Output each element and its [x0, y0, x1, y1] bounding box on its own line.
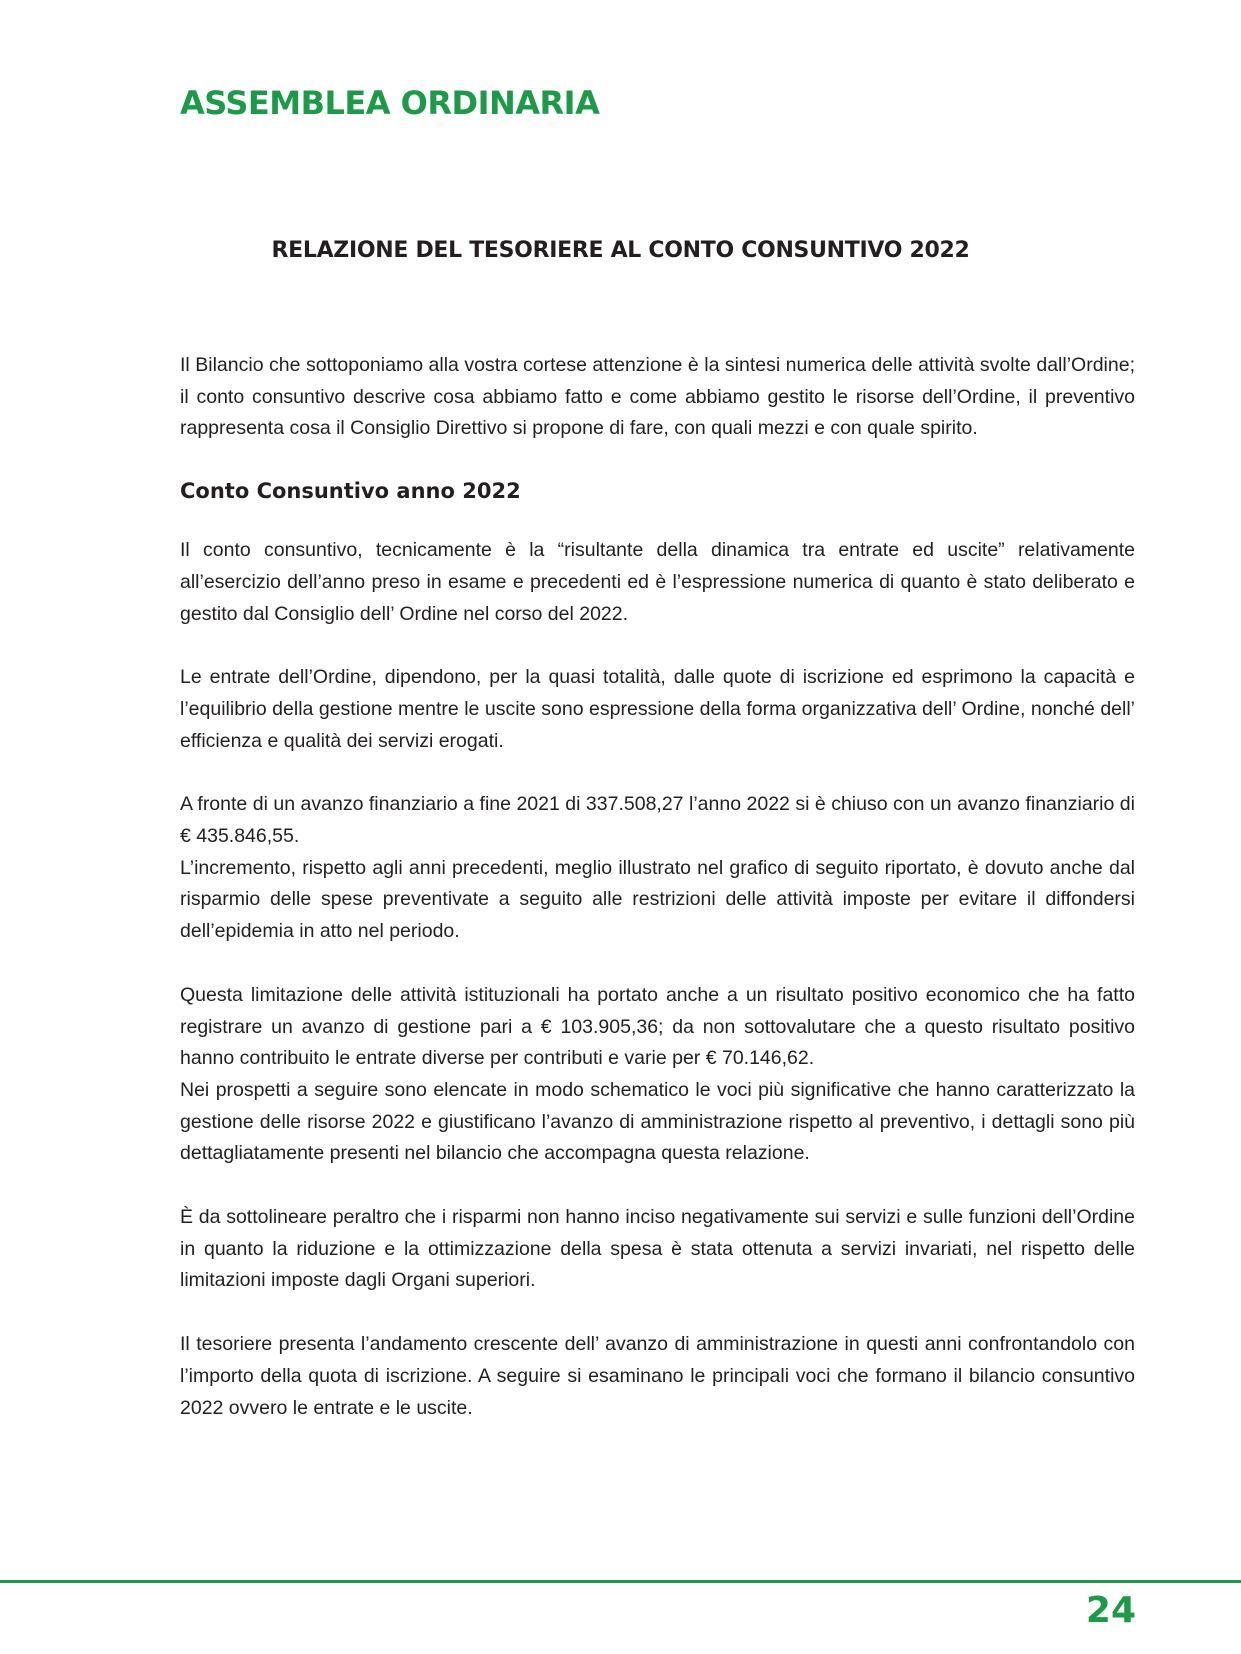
- paragraph-entrate: Le entrate dell’Ordine, dipendono, per la quasi totalità, dalle quote di iscrizione ed esprimono la capacità e l’equilibrio della gestione mentre le uscite sono espressione della forma organizzativa dell’ Ordine, nonché dell’ efficienza e qualità dei servizi erogati.: [180, 666, 1135, 752]
- section-title: ASSEMBLEA ORDINARIA: [180, 84, 600, 122]
- paragraph-risparmi: È da sottolineare peraltro che i risparmi non hanno inciso negativamente sui servizi e sulle funzioni dell’Ordine in quanto la riduzione e la ottimizzazione della spesa è stata ottenuta a servizi invariati, nel rispetto delle limitazioni imposte dagli Organi superiori.: [180, 1206, 1135, 1292]
- paragraph-avanzo: A fronte di un avanzo finanziario a fine 2021 di 337.508,27 l’anno 2022 si è chiuso con un avanzo finanziario di € 435.846,55.: [180, 793, 1135, 848]
- paragraph-tesoriere: Il tesoriere presenta l’andamento crescente dell’ avanzo di amministrazione in questi anni confrontandolo con l’importo della quota di iscrizione. A seguire si esaminano le principali voci che formano il bilancio consuntivo 2022 ovvero le entrate e le uscite.: [180, 1333, 1135, 1419]
- footer-divider: [0, 1580, 1241, 1583]
- report-body: [180, 350, 1135, 1424]
- paragraph-incremento: L’incremento, rispetto agli anni precedenti, meglio illustrato nel grafico di seguito riportato, è dovuto anche dal risparmio delle spese preventivate a seguito alle restrizioni delle attività imposte per evitare il diffondersi dell’epidemia in atto nel periodo.: [180, 856, 1135, 943]
- intro-paragraph: Il Bilancio che sottoponiamo alla vostra cortese attenzione è la sintesi numerica delle attività svolte dall’Ordine; il conto consuntivo descrive cosa abbiamo fatto e come abbiamo gestito le risorse dell’Ordine, il preventivo rappresenta cosa il Consiglio Direttivo si propone di fare, con quali mezzi e con quale spirito.: [180, 354, 1135, 440]
- page-number: 24: [1085, 1590, 1136, 1631]
- document-title: RELAZIONE DEL TESORIERE AL CONTO CONSUNTIVO 2022: [271, 238, 970, 263]
- paragraph-prospetti: Nei prospetti a seguire sono elencate in modo schematico le voci più significative che hanno caratterizzato la gestione delle risorse 2022 e giustificano l’avanzo di amministrazione rispetto al preventivo, i dettagli sono più dettagliatamente presenti nel bilancio che accompagna questa relazione.: [180, 1078, 1135, 1165]
- section-heading: Conto Consuntivo anno 2022: [180, 479, 521, 504]
- paragraph-definition: Il conto consuntivo, tecnicamente è la “risultante della dinamica tra entrate ed uscite” relativamente all’esercizio dell’anno preso in esame e precedenti ed è l’espressione numerica di quanto è stato deliberato e gestito dal Consiglio dell’ Ordine nel corso del 2022.: [180, 539, 1135, 625]
- paragraph-limitazione: Questa limitazione delle attività istituzionali ha portato anche a un risultato positivo economico che ha fatto registrare un avanzo di gestione pari a € 103.905,36; da non sottovalutare che a questo risultato positivo hanno contribuito le entrate diverse per contributi e varie per € 70.146,62.: [180, 983, 1135, 1070]
